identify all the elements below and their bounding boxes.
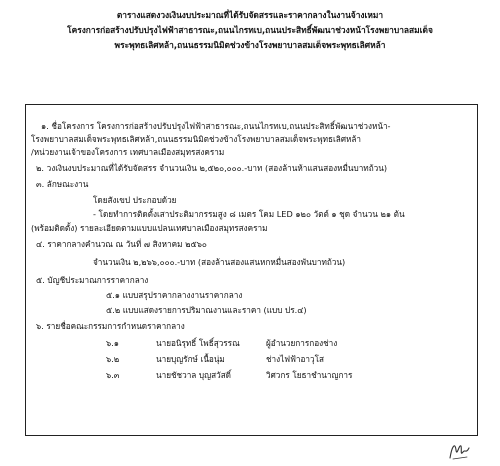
document-header [10, 8, 490, 53]
item-3-summary: โดยสังเขป ประกอบด้วย [93, 195, 177, 205]
committee-number: ๖.๒ [106, 354, 120, 364]
committee-member [106, 353, 324, 365]
item-1-project-name: ๑. ชื่อโครงการ โครงการก่อสร้างปรับปรุงไฟฟ้าสาธารณะ,ถนนไกรทเบ,ถนนประสิทธิ์พัฒนาช่วงหน้า- [41, 121, 391, 131]
committee-role: วิศวกร โยธาชำนาญการ [266, 370, 353, 380]
item-1-owner-agency: /หน่วยงานเจ้าของโครงการ เทศบาลเมืองสมุทรสงคราม [31, 147, 225, 157]
committee-name: นายชัชวาล บุญสวัสดิ์ [156, 370, 232, 380]
item-5-estimate-list: ๕. บัญชีประมาณการราคากลาง [36, 275, 149, 285]
item-4-reference-price-date: ๔. ราคากลางคำนวณ ณ วันที่ ๗ สิงหาคม ๒๕๖๐ [36, 239, 207, 249]
item-6-committee-heading: ๖. รายชื่อคณะกรรมการกำหนดราคากลาง [36, 321, 185, 331]
signature-icon [447, 440, 473, 462]
item-2-budget: ๒. วงเงินงบประมาณที่ได้รับจัดสรร จำนวนเงิน ๒,๕๒๐,๐๐๐.-บาท (สองล้านห้าแสนสองหมื่นบาทถ้วน) [36, 163, 388, 173]
committee-role: ช่างไฟฟ้าอาวุโส [266, 354, 324, 364]
item-3-detail-cont: (พร้อมติดตั้ง) รายละเอียดตามแบบแปลนเทศบาลเมืองสมุทรสงคราม [31, 223, 268, 233]
committee-member [106, 369, 352, 381]
item-4-reference-price-amount: จำนวนเงิน ๒,๒๖๖,๐๐๐.-บาท (สองล้านสองแสนหกหมื่นสองพันบาทถ้วน) [93, 257, 346, 267]
item-3-work-description: ๓. ลักษณะงาน [36, 179, 89, 189]
header-project-line: โครงการก่อสร้างปรับปรุงไฟฟ้าสาธารณะ,ถนนไกรทเบ,ถนนประสิทธิ์พัฒนาช่วงหน้าโรงพยาบาลสมเด็จ [67, 25, 433, 35]
committee-number: ๖.๑ [106, 338, 119, 348]
item-1-project-name-cont: โรงพยาบาลสมเด็จพระพุทธเลิศหล้า,ถนนธรรมนิมิตช่วงข้างโรงพยาบาลสมเด็จพระพุทธเลิศหล้า [31, 134, 362, 144]
committee-name: นายอนิรุทธิ์ โพธิ์สุวรรณ [156, 338, 240, 348]
item-5-2: ๕.๒ แบบแสดงรายการปริมาณงานและราคา (แบบ ปร.๔) [106, 305, 307, 315]
item-3-detail: - โดยทำการติดตั้งเสาประติมากรรมสูง ๘ เมตร โคม LED ๑๒๐ วัตต์ ๑ ชุด จำนวน ๒๑ ต้น [93, 209, 405, 219]
committee-member [106, 337, 337, 349]
committee-name: นายบุญรักษ์ เนื้อนุ่ม [156, 354, 225, 364]
item-5-1: ๕.๑ แบบสรุปราคากลางงานราคากลาง [106, 290, 243, 300]
committee-number: ๖.๓ [106, 370, 120, 380]
committee-role: ผู้อำนวยการกองช่าง [266, 338, 338, 348]
header-title: ตารางแสดงวงเงินงบประมาณที่ได้รับจัดสรรและราคากลางในงานจ้างเหมา [116, 10, 384, 20]
header-project-line-cont: พระพุทธเลิศหล้า,ถนนธรรมนิมิตช่วงข้างโรงพยาบาลสมเด็จพระพุทธเลิศหล้า [114, 40, 386, 50]
